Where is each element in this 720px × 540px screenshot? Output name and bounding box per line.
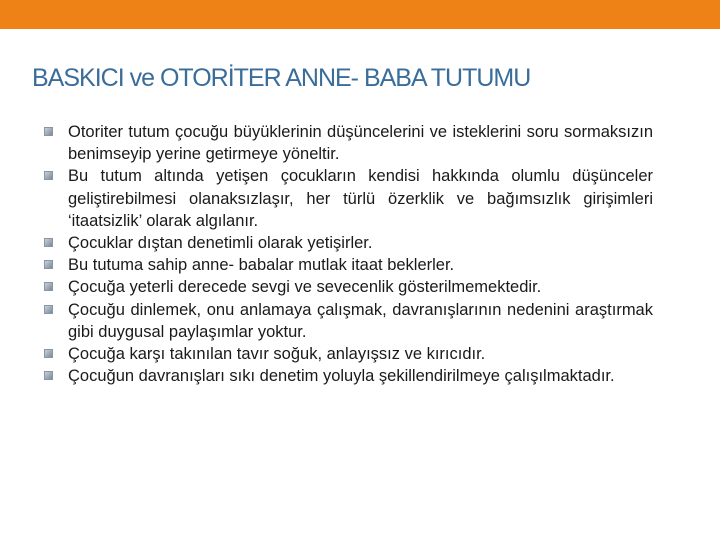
list-item: [44, 254, 653, 276]
square-bullet-icon: [44, 349, 53, 358]
square-bullet-icon: [44, 127, 53, 136]
list-item: [44, 365, 653, 387]
list-item: [44, 165, 653, 232]
bullet-text: Çocuğun davranışları sıkı denetim yoluyla şekillendirilmeye çalışılmaktadır.: [68, 367, 615, 386]
slide-title: BASKICI ve OTORİTER ANNE- BABA TUTUMU: [32, 64, 531, 92]
square-bullet-icon: [44, 371, 53, 380]
bullet-text: Çocuklar dıştan denetimli olarak yetişirler.: [68, 234, 373, 253]
bullet-text: Çocuğa karşı takınılan tavır soğuk, anlayışsız ve kırıcıdır.: [68, 345, 486, 364]
square-bullet-icon: [44, 305, 53, 314]
list-item: [44, 276, 653, 298]
square-bullet-icon: [44, 171, 53, 180]
top-accent-bar: [0, 0, 720, 29]
list-item: [44, 343, 653, 365]
bullet-text: Otoriter tutum çocuğu büyüklerinin düşüncelerini ve isteklerini soru sormaksızın benimseyip yerine getirmeye yöneltir.: [68, 123, 653, 164]
list-item: [44, 232, 653, 254]
bullet-text: Çocuğa yeterli derecede sevgi ve sevecenlik gösterilmemektedir.: [68, 278, 542, 297]
bullet-text: Çocuğu dinlemek, onu anlamaya çalışmak, davranışlarının nedenini araştırmak gibi duygusal paylaşımlar yoktur.: [68, 300, 653, 341]
square-bullet-icon: [44, 282, 53, 291]
list-item: [44, 299, 653, 343]
square-bullet-icon: [44, 238, 53, 247]
square-bullet-icon: [44, 260, 53, 269]
bullet-list: [44, 121, 653, 387]
list-item: [44, 121, 653, 165]
bullet-text: Bu tutum altında yetişen çocukların kendisi hakkında olumlu düşünceler geliştirebilmesi olanaksızlaşır, her türlü özerklik ve bağımsızlık girişimleri ‘itaatsizlik’ olarak algılanır.: [68, 167, 653, 230]
bullet-text: Bu tutuma sahip anne- babalar mutlak itaat beklerler.: [68, 256, 455, 275]
